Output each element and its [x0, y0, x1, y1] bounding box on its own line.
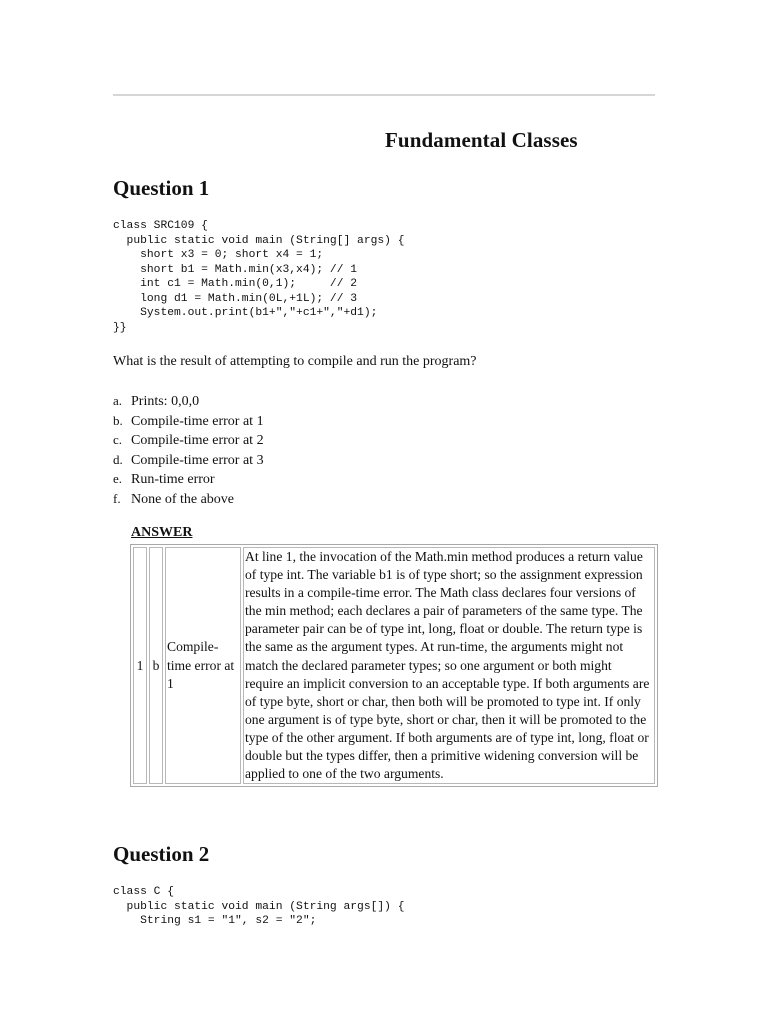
option-c: c. Compile-time error at 2 — [113, 432, 264, 449]
option-e: e. Run-time error — [113, 471, 215, 488]
answer-explanation: At line 1, the invocation of the Math.min method produces a return value of type int. The variable b1 is of type short; so the assignment expression results in a compile-time error. The Math class declares four versions of the min method; each declares a pair of parameters of the same type. The parameter pair can be of type int, long, float or double. The return type is the same as the argument types. At run-time, the arguments might not match the declared parameter types; so one argument or both might require an implicit conversion to an acceptable type. If both arguments are of type byte, short or char, then both will be promoted to type int. If only one argument is of type byte, short or char, then it will be promoted to the type of the other argument. If both arguments are of type int, long, float or double but the types differ, then a primitive widening conversion will be applied to one of the two arguments. — [243, 547, 655, 784]
answer-row — [133, 547, 655, 784]
document-title: Fundamental Classes — [385, 128, 578, 152]
top-divider — [113, 94, 655, 96]
question-1-options — [113, 391, 264, 509]
option-f: f. None of the above — [113, 490, 235, 507]
answer-letter: b — [149, 547, 163, 784]
option-text: Prints: 0,0,0 — [131, 394, 200, 409]
question-1-heading: Question 1 — [113, 176, 210, 200]
option-text: Compile-time error at 2 — [131, 433, 264, 449]
answer-label: ANSWER — [131, 525, 193, 540]
option-text: Compile-time error at 1 — [131, 413, 264, 429]
question-1-prompt: What is the result of attempting to compile and run the program? — [113, 354, 477, 369]
answer-number: 1 — [133, 547, 147, 784]
answer-table — [130, 544, 658, 787]
option-d: d. Compile-time error at 3 — [113, 451, 264, 468]
option-b: b. Compile-time error at 1 — [113, 412, 264, 429]
option-a: a. Prints: 0,0,0 — [113, 393, 200, 409]
question-2-heading: Question 2 — [113, 842, 210, 866]
option-text: Run-time error — [131, 472, 215, 488]
question-2-code: class C { public static void main (String args[]) { String s1 = "1", s2 = "2"; — [113, 886, 405, 927]
question-1-code: class SRC109 { public static void main (String[] args) { short x3 = 0; short x4 = 1; short b1 = Math.min(x3,x4); // 1 int c1 = Math.min(0,1); // 2 long d1 = Math.min(0L,+1L); // 3 System.out.print(b1+","+c1+","+d1); }} — [113, 220, 405, 334]
option-text: Compile-time error at 3 — [131, 452, 264, 468]
option-text: None of the above — [131, 491, 235, 507]
answer-summary: Compile-time error at 1 — [165, 547, 241, 784]
